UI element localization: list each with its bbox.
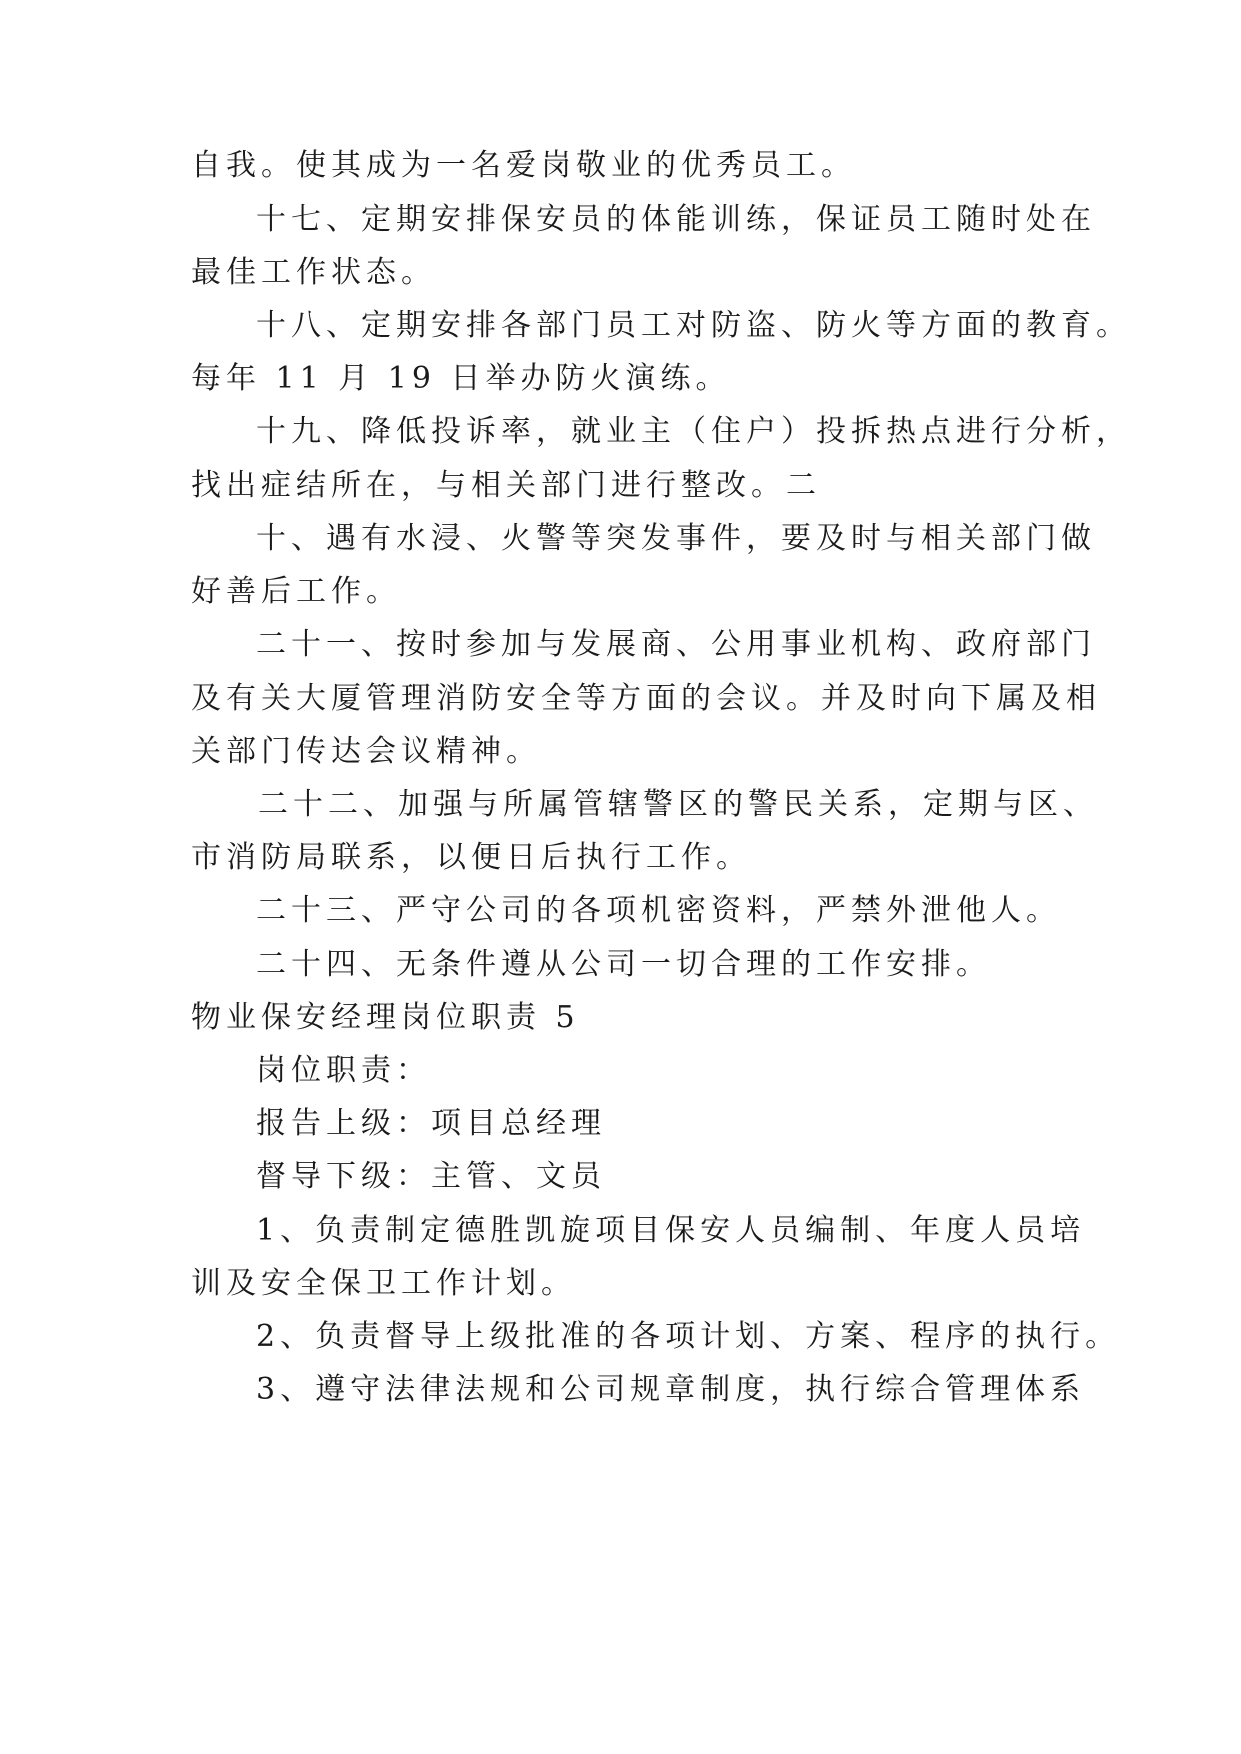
text-line: 二十四、无条件遵从公司一切合理的工作安排。 xyxy=(256,947,991,982)
text-line: 督导下级：主管、文员 xyxy=(256,1159,606,1194)
text-line: 十、遇有水浸、火警等突发事件，要及时与相关部门做 xyxy=(256,521,1096,556)
text-line: 十七、定期安排保安员的体能训练，保证员工随时处在 xyxy=(256,202,1096,237)
text-line: 十九、降低投诉率，就业主（住户）投拆热点进行分析， xyxy=(256,414,1131,449)
text-line: 最佳工作状态。 xyxy=(191,255,436,290)
text-line: 3、遵守法律法规和公司规章制度，执行综合管理体系 xyxy=(256,1372,1086,1407)
text-line: 2、负责督导上级批准的各项计划、方案、程序的执行。 xyxy=(256,1319,1121,1354)
text-line: 二十二、加强与所属管辖警区的警民关系，定期与区、 xyxy=(258,787,1098,822)
section-heading: 物业保安经理岗位职责 5 xyxy=(191,1000,580,1035)
text-line: 每年 11 月 19 日举办防火演练。 xyxy=(191,361,731,396)
text-line: 二十三、严守公司的各项机密资料，严禁外泄他人。 xyxy=(256,893,1061,928)
text-line: 自我。使其成为一名爱岗敬业的优秀员工。 xyxy=(191,148,856,183)
text-line: 1、负责制定德胜凯旋项目保安人员编制、年度人员培 xyxy=(256,1213,1086,1248)
text-line: 关部门传达会议精神。 xyxy=(191,734,541,769)
text-line: 好善后工作。 xyxy=(191,574,401,609)
text-line: 岗位职责： xyxy=(256,1053,431,1088)
text-line: 二十一、按时参加与发展商、公用事业机构、政府部门 xyxy=(256,627,1096,662)
text-line: 报告上级：项目总经理 xyxy=(256,1106,606,1141)
text-line: 及有关大厦管理消防安全等方面的会议。并及时向下属及相 xyxy=(191,681,1101,716)
text-line: 市消防局联系，以便日后执行工作。 xyxy=(191,840,751,875)
text-line: 训及安全保卫工作计划。 xyxy=(191,1266,576,1301)
text-line: 十八、定期安排各部门员工对防盗、防火等方面的教育。 xyxy=(256,308,1131,343)
text-line: 找出症结所在，与相关部门进行整改。二 xyxy=(191,468,821,503)
